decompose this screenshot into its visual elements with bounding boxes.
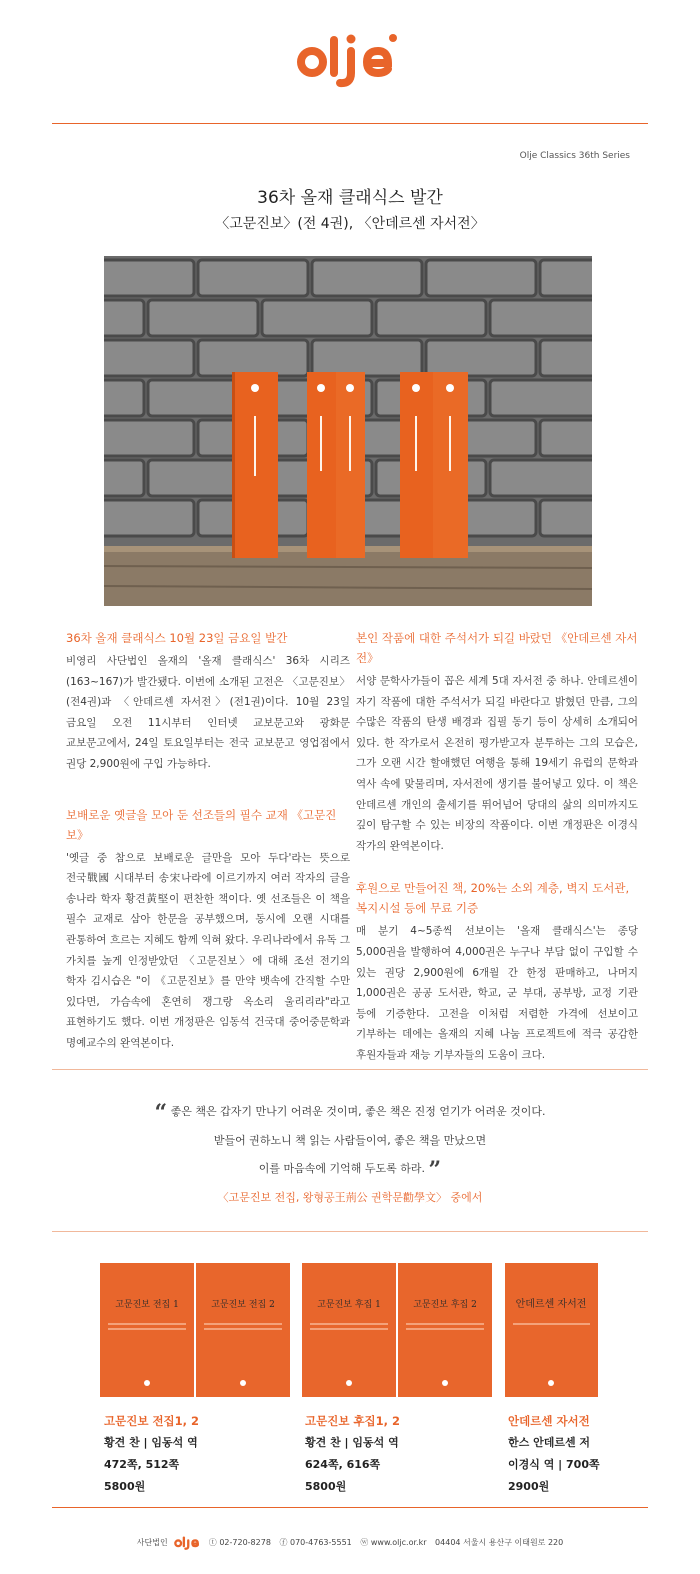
footer [0,1534,700,1550]
cover-title: 고문진보 후집 2 [413,1300,477,1310]
book-photo-icon [104,256,592,606]
page-subtitle: 〈고문진보〉(전 4권), 〈안데르센 자서전〉 [215,216,485,232]
book-author: 황견 찬 | 임동석 역 [104,1436,198,1449]
book-pages: 624쪽, 616쪽 [305,1458,381,1471]
book-price: 5800원 [305,1480,347,1493]
footer-web[interactable]: ⓦ www.oljc.or.kr [360,1537,427,1547]
cover-title: 고문진보 전집 2 [211,1300,275,1310]
quote-line-1: “ 좋은 책은 갑자기 만나기 어려운 것이며, 좋은 책은 진정 얻기가 어려운 것이다. [154,1100,546,1126]
book-info [508,1410,688,1498]
page-title: 36차 올재 클래식스 발간 [257,188,443,208]
book-cover-gomunjinbo-jeonjip[interactable] [100,1263,290,1397]
open-quote-icon: “ [154,1100,168,1126]
book-name[interactable]: 고문진보 후집1, 2 [305,1414,401,1428]
section-heading-gomunjinbo: 보배로운 옛글을 모아 둔 선조들의 필수 교재 《고문진보》 [66,807,337,842]
right-column [356,628,638,1066]
book-pages: 이경식 역 | 700쪽 [508,1458,600,1471]
footer-divider [52,1507,648,1508]
section-body-release: 비영리 사단법인 올재의 '올재 클래식스' 36차 시리즈(163~167)가 발간됐다. 이번에 소개된 고전은 〈고문진보〉(전4권)과 〈안데르센 자서전〉(전1권)이다. 10월 23일 금요일 오전 11시부터 인터넷 교보문고와 광화문 교보문고에서, 24일 토요일부터는 전국 교보문고 영업점에서 권당 2,900원에 구입 가능하다. [66,655,350,770]
divider [52,1231,648,1232]
cover-title: 안데르센 자서전 [515,1299,587,1310]
book-cover-gomunjinbo-hujip[interactable] [302,1263,492,1397]
section-heading-andersen: 본인 작품에 대한 주석서가 되길 바랐던 《안데르센 자서전》 [356,631,638,665]
olje-footer-logo-icon[interactable] [173,1534,203,1550]
book-pages: 472쪽, 512쪽 [104,1458,180,1471]
section-body-donation: 매 분기 4~5종씩 선보이는 '올재 클래식스'는 종당 5,000권을 발행하여 4,000권은 누구나 부담 없이 구입할 수 있는 권당 2,900원에 6개월 간 한정 판매하고, 나머지 1,000권은 공공 도서관, 학교, 군 부대, 공부방, 교정 기관 등에 기증한다. 고전을 이처럼 저렴한 가격에 선보이고 기부하는 데에는 올재의 지혜 나눔 프로젝트에 적극 공감한 후원자들과 재능 기부자들의 도움이 크다. [356,925,638,1061]
book-name[interactable]: 안데르센 자서전 [508,1414,590,1428]
close-quote-icon: ” [428,1157,442,1183]
footer-org: 사단법인 [136,1537,168,1547]
olje-logo-icon[interactable] [296,26,404,88]
book-info [104,1410,284,1498]
footer-tel[interactable]: ⓣ 02-720-8278 [208,1537,271,1547]
book-author: 황견 찬 | 임동석 역 [305,1436,399,1449]
section-body-gomunjinbo: '옛글 중 참으로 보배로운 글만을 모아 두다'라는 뜻으로 전국戰國 시대부터 송宋나라에 이르기까지 여러 작자의 글을 송나라 학자 황견黃堅이 편찬한 책이다. 옛 선조들은 이 책을 필수 교재로 삼아 한문을 공부했으며, 동시에 오랜 시대를 관통하여 흐르는 지혜도 함께 익혀 왔다. 우리나라에서 유독 그 가치를 높게 인정받았던 〈고문진보〉에 대해 조선 전기의 학자 김시습은 "이 《고문진보》를 만약 뱃속에 간직할 수만 있다면, 가슴속에 혼연히 쟁그랑 옥소리 울리리라"라고 표현하기도 했다. 이번 개정판은 임동석 건국대 중어중문학과 명예교수의 완역본이다. [66,851,350,1049]
section-body-andersen: 서양 문학사가들이 꼽은 세계 5대 자서전 중 하나. 안데르센이 자기 작품에 대한 주석서가 되길 바란다고 밝혔던 만큼, 그의 수많은 작품의 탄생 배경과 집필 동기 등이 상세히 소개되어 있다. 한 작가로서 온전히 평가받고자 분투하는 그의 모습은, 그가 오랜 시간 할애했던 여행을 통해 19세기 유럽의 문학과 역사 속에 맞물리며, 자서전에 생기를 불어넣고 있다. 이 책은 안데르센 개인의 출세기를 뛰어넘어 당대의 삶의 의미까지도 깊이 탐구할 수 있는 비장의 작품이다. 이번 개정판은 이경식 작가의 완역본이다. [356,675,638,852]
section-heading-release: 36차 올재 클래식스 10월 23일 금요일 발간 [66,631,288,645]
quote-line-2: 받들어 권하노니 책 읽는 사람들이여, 좋은 책을 만났으면 [213,1134,487,1147]
cover-title: 고문진보 전집 1 [115,1300,179,1310]
section-heading-donation: 후원으로 만들어진 책, 20%는 소외 계층, 벽지 도서관, 복지시설 등에 무료 기증 [356,881,630,916]
footer-fax: ⓕ 070-4763-5551 [279,1537,352,1547]
book-price: 2900원 [508,1480,550,1493]
book-price: 5800원 [104,1480,146,1493]
cover-title: 고문진보 후집 1 [317,1300,381,1310]
series-label: Olje Classics 36th Series [519,151,630,161]
footer-address: 04404 서울시 용산구 이태원로 220 [435,1537,564,1547]
book-info [305,1410,485,1498]
left-column [66,628,350,1054]
book-name[interactable]: 고문진보 전집1, 2 [104,1414,200,1428]
header-divider [52,123,648,124]
divider [52,1069,648,1070]
quote-source: 〈고문진보 전집, 왕형공王荊公 권학문勸學文〉 중에서 [217,1191,483,1204]
book-cover-andersen[interactable] [505,1263,598,1397]
quote-line-3: 이를 마음속에 기억해 두도록 하라. ” [258,1157,442,1183]
quote-block [0,1098,700,1212]
book-author: 한스 안데르센 저 [508,1436,591,1449]
